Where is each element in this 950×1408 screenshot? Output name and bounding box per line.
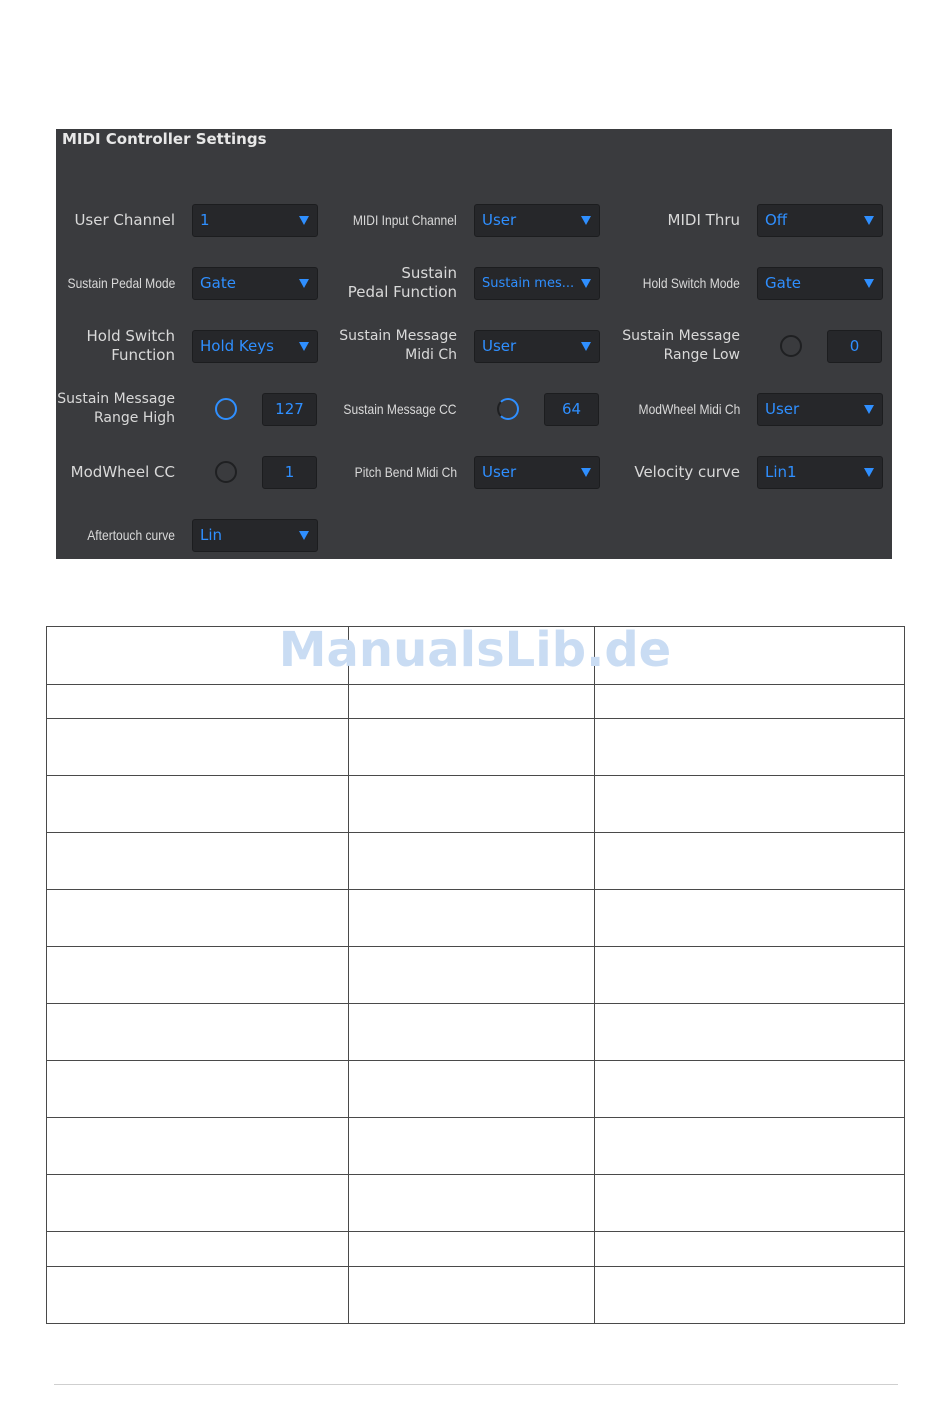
midi-thru-label: MIDI Thru — [667, 211, 740, 229]
sustain-message-cc-label: Sustain Message CC — [343, 401, 457, 417]
modwheel-cc-label: ModWheel CC — [70, 463, 175, 481]
modwheel-cc-knob[interactable] — [215, 461, 237, 483]
table-cell — [47, 1118, 349, 1175]
sustain-range-low-knob[interactable] — [780, 335, 802, 357]
table-cell — [47, 1061, 349, 1118]
user-channel-dropdown[interactable]: 1 — [192, 204, 318, 237]
table-cell — [348, 1267, 595, 1324]
chevron-down-icon — [864, 405, 874, 414]
table-cell — [348, 719, 595, 776]
chevron-down-icon — [581, 468, 591, 477]
chevron-down-icon — [864, 216, 874, 225]
hold-switch-mode-label: Hold Switch Mode — [642, 275, 740, 291]
table-cell — [47, 833, 349, 890]
table-cell — [595, 776, 905, 833]
table-cell — [595, 1004, 905, 1061]
modwheel-cc-value[interactable]: 1 — [262, 456, 317, 489]
table-cell — [595, 685, 905, 719]
table-cell — [47, 890, 349, 947]
sustain-message-midi-ch-dropdown[interactable]: User — [474, 330, 600, 363]
footer-divider — [54, 1384, 898, 1385]
table-cell — [348, 776, 595, 833]
velocity-curve-label: Velocity curve — [634, 463, 740, 481]
sustain-pedal-function-dropdown[interactable]: Sustain mes... — [474, 267, 600, 300]
sustain-message-midi-ch-label: Sustain Message Midi Ch — [339, 328, 457, 363]
midi-input-channel-label: MIDI Input Channel — [353, 212, 457, 228]
table-cell — [348, 1118, 595, 1175]
pitch-bend-midi-ch-dropdown[interactable]: User — [474, 456, 600, 489]
table-cell — [348, 1061, 595, 1118]
table-cell — [595, 1175, 905, 1232]
sustain-message-range-high-label: Sustain Message Range High — [57, 391, 175, 426]
table-cell — [595, 833, 905, 890]
table-cell — [348, 685, 595, 719]
table-cell — [348, 1004, 595, 1061]
chevron-down-icon — [864, 279, 874, 288]
parameter-table — [46, 626, 905, 1324]
sustain-pedal-mode-label: Sustain Pedal Mode — [67, 275, 175, 291]
hold-switch-mode-dropdown[interactable]: Gate — [757, 267, 883, 300]
sustain-message-cc-knob[interactable] — [497, 398, 519, 420]
table-cell — [348, 947, 595, 1004]
sustain-pedal-mode-dropdown[interactable]: Gate — [192, 267, 318, 300]
chevron-down-icon — [299, 216, 309, 225]
sustain-message-range-low-label: Sustain Message Range Low — [622, 328, 740, 363]
sustain-range-low-value[interactable]: 0 — [827, 330, 882, 363]
hold-switch-function-label: Hold Switch Function — [86, 327, 175, 364]
table-cell — [348, 890, 595, 947]
velocity-curve-dropdown[interactable]: Lin1 — [757, 456, 883, 489]
aftertouch-curve-dropdown[interactable]: Lin — [192, 519, 318, 552]
watermark: ManualsLib.de — [278, 622, 672, 678]
table-cell — [595, 1061, 905, 1118]
midi-input-channel-dropdown[interactable]: User — [474, 204, 600, 237]
table-cell — [595, 1267, 905, 1324]
panel-title: MIDI Controller Settings — [62, 130, 267, 148]
table-cell — [595, 947, 905, 1004]
table-cell — [595, 719, 905, 776]
chevron-down-icon — [299, 531, 309, 540]
aftertouch-curve-label: Aftertouch curve — [87, 527, 175, 543]
table-cell — [348, 833, 595, 890]
sustain-pedal-function-label: Sustain Pedal Function — [347, 264, 457, 301]
table-cell — [595, 1232, 905, 1267]
table-cell — [47, 776, 349, 833]
table-cell — [348, 1175, 595, 1232]
sustain-range-high-value[interactable]: 127 — [262, 393, 317, 426]
table-cell — [47, 1175, 349, 1232]
table-cell — [47, 1267, 349, 1324]
table-cell — [47, 1004, 349, 1061]
hold-switch-function-dropdown[interactable]: Hold Keys — [192, 330, 318, 363]
user-channel-label: User Channel — [74, 211, 175, 229]
modwheel-midi-ch-label: ModWheel Midi Ch — [638, 401, 740, 417]
sustain-message-cc-value[interactable]: 64 — [544, 393, 599, 426]
sustain-range-high-knob[interactable] — [215, 398, 237, 420]
table-cell — [595, 1118, 905, 1175]
midi-thru-dropdown[interactable]: Off — [757, 204, 883, 237]
chevron-down-icon — [581, 342, 591, 351]
table-cell — [348, 1232, 595, 1267]
chevron-down-icon — [581, 216, 591, 225]
chevron-down-icon — [864, 468, 874, 477]
chevron-down-icon — [299, 342, 309, 351]
modwheel-midi-ch-dropdown[interactable]: User — [757, 393, 883, 426]
chevron-down-icon — [581, 279, 591, 288]
table-cell — [47, 719, 349, 776]
table-cell — [47, 947, 349, 1004]
table-cell — [47, 685, 349, 719]
table-cell — [47, 1232, 349, 1267]
chevron-down-icon — [299, 279, 309, 288]
midi-controller-settings-panel — [56, 129, 892, 559]
table-cell — [595, 890, 905, 947]
pitch-bend-midi-ch-label: Pitch Bend Midi Ch — [354, 464, 457, 480]
